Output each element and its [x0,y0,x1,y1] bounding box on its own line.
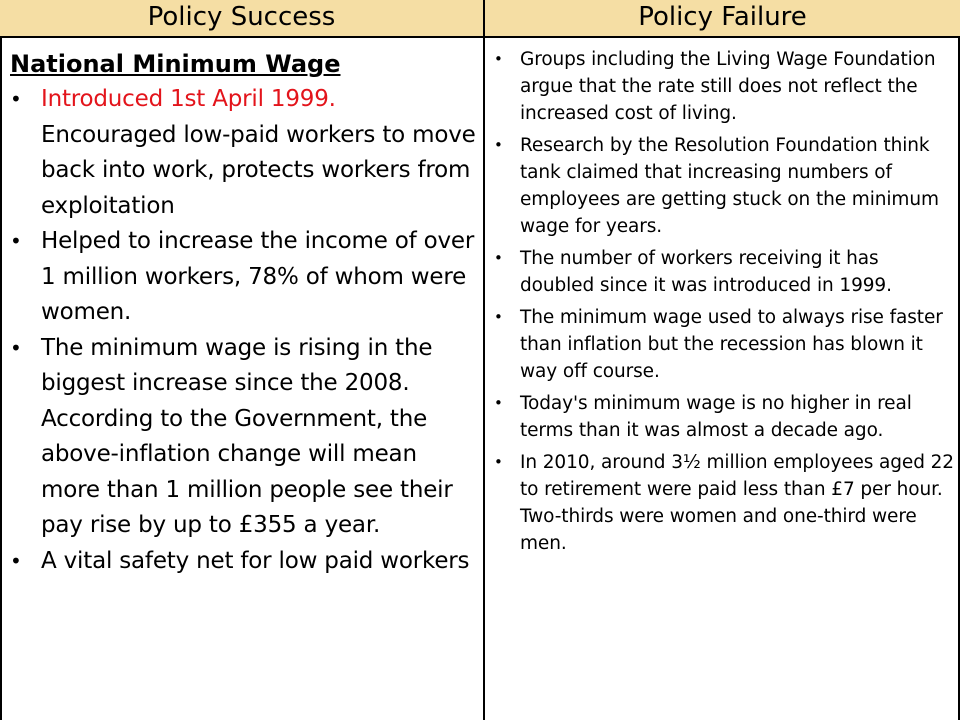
success-list [10,82,476,579]
header-policy-failure: Policy Failure [638,2,807,32]
column-divider [483,0,485,720]
bullet-icon: • [10,335,22,360]
success-item-2-text: Helped to increase the income of over 1 million workers, 78% of whom were women. [41,228,475,325]
success-item-4-text: A vital safety net for low paid workers [41,547,470,574]
failure-item-1-text: Groups including the Living Wage Foundation argue that the rate still does not reflect the increased cost of living. [520,49,936,124]
failure-column [494,46,954,562]
bullet-icon: • [494,453,503,471]
table-left-border [0,38,2,720]
failure-item-2 [494,132,954,240]
success-item-4 [10,544,476,580]
section-title: National Minimum Wage [10,50,341,78]
success-item-1 [10,82,476,224]
success-item-1-text: Encouraged low-paid workers to move back into work, protects workers from exploitation [41,121,476,219]
bullet-icon: • [494,50,503,68]
failure-item-6-text: In 2010, around 3½ million employees aged 22 to retirement were paid less than £7 per hour. Two-thirds were women and one-third were men. [520,452,954,554]
success-item-3-text: The minimum wage is rising in the biggest increase since the 2008. According to the Government, the above-inflation change will mean more than 1 million people see their pay rise by up to £355 a year. [41,334,453,538]
failure-item-4-text: The minimum wage used to always rise faster than inflation but the recession has blown it way off course. [520,307,943,382]
bullet-icon: • [10,229,22,253]
bullet-icon: • [10,548,22,573]
table-header-row [0,0,960,38]
failure-item-6 [494,449,954,557]
bullet-icon: • [494,136,503,154]
failure-item-3 [494,245,954,299]
header-policy-success: Policy Success [147,2,336,32]
bullet-icon: • [494,308,503,326]
bullet-icon: • [494,394,503,412]
failure-item-4 [494,304,954,385]
failure-item-2-text: Research by the Resolution Foundation think tank claimed that increasing numbers of employees are getting stuck on the minimum wage for years. [520,135,939,237]
success-item-2 [10,224,476,331]
failure-item-3-text: The number of workers receiving it has doubled since it was introduced in 1999. [520,248,892,296]
failure-item-5-text: Today's minimum wage is no higher in real terms than it was almost a decade ago. [520,393,912,441]
bullet-icon: • [494,249,503,267]
success-item-3 [10,331,476,544]
success-item-1-highlight: Introduced 1st April 1999. [41,86,336,112]
bullet-icon: • [10,87,22,111]
failure-item-5 [494,390,954,444]
success-column [10,42,476,579]
failure-list [494,46,954,557]
failure-item-1 [494,46,954,127]
